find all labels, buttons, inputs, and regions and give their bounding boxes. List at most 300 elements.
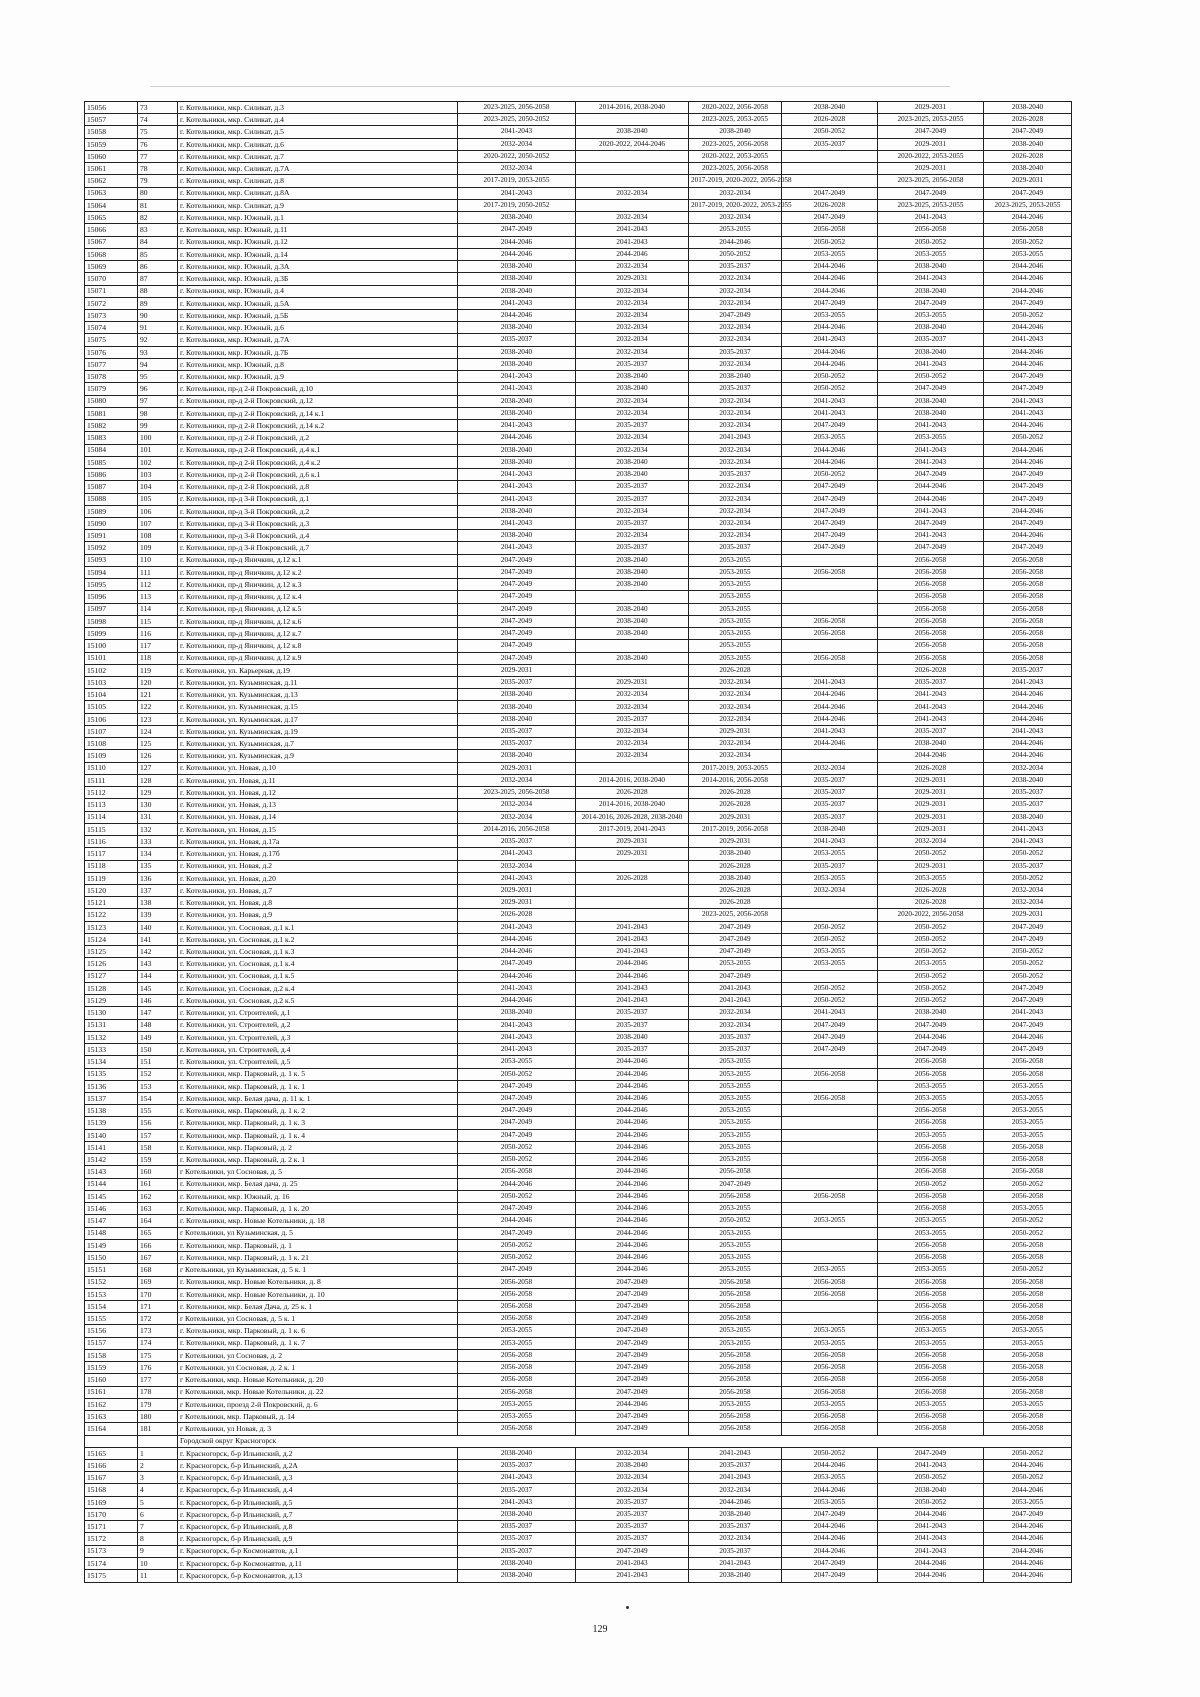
table-cell: 2047-2049: [458, 603, 576, 615]
table-cell: 2026-2028: [689, 799, 782, 811]
table-cell: 2032-2034: [458, 799, 576, 811]
table-cell: 2029-2031: [576, 273, 689, 285]
table-cell: 15158: [85, 1349, 138, 1361]
table-cell: 181: [138, 1423, 178, 1435]
table-cell: 2050-2052: [984, 236, 1072, 248]
table-cell: 73: [138, 102, 178, 114]
table-cell: 2056-2058: [878, 591, 984, 603]
table-cell: 2035-2037: [458, 334, 576, 346]
table-cell: 15075: [85, 334, 138, 346]
table-cell: 2044-2046: [576, 1215, 689, 1227]
table-cell: 2053-2055: [984, 1092, 1072, 1104]
table-row: [85, 358, 1072, 370]
table-cell: 2044-2046: [782, 346, 878, 358]
table-cell: 2035-2037: [782, 774, 878, 786]
table-cell: 2032-2034: [576, 750, 689, 762]
table-cell: 106: [138, 505, 178, 517]
table-cell: 2053-2055: [878, 1129, 984, 1141]
table-cell: 2047-2049: [984, 297, 1072, 309]
table-cell: 2029-2031: [878, 163, 984, 175]
table-cell: 2020-2022, 2056-2058: [689, 102, 782, 114]
table-cell: 15164: [85, 1423, 138, 1435]
table-cell: 2038-2040: [458, 713, 576, 725]
table-cell: г. Котельники, ул. Карьерная, д.19: [178, 664, 458, 676]
table-cell: 2026-2028: [984, 114, 1072, 126]
table-cell: 76: [138, 138, 178, 150]
table-cell: 2047-2049: [984, 371, 1072, 383]
table-cell: 15154: [85, 1300, 138, 1312]
table-cell: 2029-2031: [984, 909, 1072, 921]
table-cell: г. Котельники, пр-д 3-й Покровский, д.7: [178, 542, 458, 554]
table-row: [85, 1178, 1072, 1190]
table-cell: 2053-2055: [782, 1398, 878, 1410]
table-cell: 126: [138, 750, 178, 762]
table-cell: 15150: [85, 1252, 138, 1264]
table-cell: 2035-2037: [576, 1007, 689, 1019]
table-cell: 2041-2043: [782, 725, 878, 737]
table-cell: 2044-2046: [782, 689, 878, 701]
table-cell: 2056-2058: [984, 1411, 1072, 1423]
table-cell: 2047-2049: [782, 542, 878, 554]
table-cell: 133: [138, 836, 178, 848]
table-cell: 2044-2046: [576, 970, 689, 982]
table-cell: 2050-2052: [878, 1178, 984, 1190]
table-cell: 15060: [85, 150, 138, 162]
table-cell: 2029-2031: [689, 725, 782, 737]
table-cell: [782, 579, 878, 591]
table-cell: 2038-2040: [878, 322, 984, 334]
table-cell: 15070: [85, 273, 138, 285]
table-cell: 2056-2058: [782, 1092, 878, 1104]
table-cell: 129: [138, 787, 178, 799]
table-cell: 2056-2058: [984, 615, 1072, 627]
table-cell: 2038-2040: [576, 615, 689, 627]
table-cell: 2056-2058: [689, 1411, 782, 1423]
table-cell: г. Котельники, мкр. Южный, д.14: [178, 248, 458, 260]
table-cell: 15165: [85, 1447, 138, 1459]
table-cell: 2056-2058: [689, 1166, 782, 1178]
table-cell: 2023-2025, 2053-2055: [878, 114, 984, 126]
table-cell: 2032-2034: [689, 1533, 782, 1545]
table-cell: 2041-2043: [878, 1545, 984, 1557]
table-cell: 15078: [85, 371, 138, 383]
table-row: [85, 224, 1072, 236]
table-cell: 75: [138, 126, 178, 138]
table-cell: 2035-2037: [576, 420, 689, 432]
table-cell: 2044-2046: [458, 1215, 576, 1227]
table-cell: 2047-2049: [782, 1031, 878, 1043]
table-cell: 2038-2040: [576, 126, 689, 138]
table-cell: г. Котельники, мкр. Южный, д.7А: [178, 334, 458, 346]
table-cell: 15128: [85, 982, 138, 994]
table-cell: 15121: [85, 897, 138, 909]
table-cell: 15157: [85, 1337, 138, 1349]
table-cell: 2032-2034: [576, 261, 689, 273]
table-cell: 15137: [85, 1092, 138, 1104]
table-cell: г. Котельники, пр-д 2-й Покровский, д.14 к.1: [178, 407, 458, 419]
table-cell: 2053-2055: [689, 1203, 782, 1215]
table-cell: 2047-2049: [878, 1044, 984, 1056]
table-cell: 2047-2049: [458, 566, 576, 578]
table-cell: 2032-2034: [689, 322, 782, 334]
table-cell: 2053-2055: [689, 1239, 782, 1251]
table-row: [85, 1252, 1072, 1264]
table-cell: 2032-2034: [689, 395, 782, 407]
table-row: [85, 848, 1072, 860]
table-cell: 2047-2049: [458, 1203, 576, 1215]
table-cell: 2032-2034: [576, 309, 689, 321]
table-cell: 2044-2046: [576, 1080, 689, 1092]
table-cell: 2053-2055: [878, 1398, 984, 1410]
table-cell: 2056-2058: [782, 224, 878, 236]
table-cell: 2035-2037: [984, 860, 1072, 872]
table-cell: 15107: [85, 725, 138, 737]
table-cell: г. Котельники, пр-д Яничкин, д.12 к.4: [178, 591, 458, 603]
table-cell: 2041-2043: [576, 1570, 689, 1583]
table-row: [85, 175, 1072, 187]
table-cell: 2053-2055: [984, 1129, 1072, 1141]
table-cell: 2047-2049: [984, 187, 1072, 199]
table-row: [85, 1508, 1072, 1520]
table-cell: [85, 1435, 138, 1447]
table-cell: 15082: [85, 420, 138, 432]
table-cell: 15103: [85, 677, 138, 689]
table-cell: 2044-2046: [576, 1141, 689, 1153]
table-cell: 170: [138, 1288, 178, 1300]
table-cell: 2014-2016, 2038-2040: [576, 799, 689, 811]
table-cell: 2056-2058: [878, 1105, 984, 1117]
table-cell: 15130: [85, 1007, 138, 1019]
table-cell: 2035-2037: [576, 1019, 689, 1031]
table-cell: [782, 1203, 878, 1215]
table-cell: 5: [138, 1496, 178, 1508]
table-row: [85, 456, 1072, 468]
table-cell: 140: [138, 921, 178, 933]
table-cell: 2038-2040: [576, 456, 689, 468]
table-cell: 99: [138, 420, 178, 432]
table-cell: 2029-2031: [878, 138, 984, 150]
table-cell: 124: [138, 725, 178, 737]
table-cell: 2029-2031: [878, 787, 984, 799]
table-cell: г. Красногорск, б-р Космонавтов, д.11: [178, 1557, 458, 1569]
table-cell: 2035-2037: [984, 664, 1072, 676]
table-cell: 2050-2052: [984, 1227, 1072, 1239]
table-cell: 2050-2052: [458, 1141, 576, 1153]
table-cell: 116: [138, 628, 178, 640]
table-cell: г. Котельники, мкр. Белая дача, д. 11 к. 1: [178, 1092, 458, 1104]
table-cell: 87: [138, 273, 178, 285]
table-cell: 109: [138, 542, 178, 554]
table-cell: 2047-2049: [782, 297, 878, 309]
table-cell: 2050-2052: [984, 946, 1072, 958]
table-cell: 2041-2043: [689, 1557, 782, 1569]
table-cell: 2044-2046: [984, 261, 1072, 273]
table-cell: г. Котельники, ул. Кузьминская, д.9: [178, 750, 458, 762]
table-cell: 2029-2031: [984, 175, 1072, 187]
table-cell: г Котельники, ул Новая, д. 3: [178, 1423, 458, 1435]
table-cell: 2056-2058: [689, 1300, 782, 1312]
table-row: [85, 212, 1072, 224]
table-cell: 2056-2058: [878, 1056, 984, 1068]
table-cell: г. Котельники, пр-д 2-й Покровский, д.4 к.1: [178, 444, 458, 456]
table-cell: 2047-2049: [576, 1313, 689, 1325]
table-row: [85, 309, 1072, 321]
table-row: [85, 1166, 1072, 1178]
table-cell: 15063: [85, 187, 138, 199]
table-cell: 2044-2046: [576, 1178, 689, 1190]
table-cell: 2056-2058: [984, 1239, 1072, 1251]
table-cell: г. Котельники, пр-д 3-й Покровский, д.1: [178, 493, 458, 505]
table-row: [85, 346, 1072, 358]
table-cell: г. Котельники, мкр. Парковый, д. 1 к. 7: [178, 1337, 458, 1349]
table-cell: [782, 1300, 878, 1312]
table-cell: 2056-2058: [984, 640, 1072, 652]
table-cell: г. Котельники, ул. Сосновая, д.2 к.5: [178, 995, 458, 1007]
table-cell: 2038-2040: [458, 1447, 576, 1459]
table-cell: 2050-2052: [984, 958, 1072, 970]
table-cell: 2032-2034: [689, 493, 782, 505]
table-cell: 91: [138, 322, 178, 334]
table-cell: 2056-2058: [782, 1374, 878, 1386]
table-cell: 2032-2034: [458, 163, 576, 175]
table-cell: 2053-2055: [984, 248, 1072, 260]
table-cell: 15080: [85, 395, 138, 407]
table-cell: 2044-2046: [576, 1117, 689, 1129]
table-row: [85, 811, 1072, 823]
table-cell: 2029-2031: [458, 762, 576, 774]
table-cell: 2026-2028: [689, 885, 782, 897]
table-row: [85, 995, 1072, 1007]
table-cell: 2050-2052: [458, 1154, 576, 1166]
table-cell: 15127: [85, 970, 138, 982]
table-cell: г. Котельники, мкр. Южный, д.3А: [178, 261, 458, 273]
table-cell: 2047-2049: [689, 933, 782, 945]
table-cell: 2014-2016, 2056-2058: [458, 823, 576, 835]
table-cell: 2044-2046: [782, 1460, 878, 1472]
table-cell: 2035-2037: [458, 1484, 576, 1496]
table-cell: 2044-2046: [576, 1068, 689, 1080]
table-cell: 2047-2049: [782, 493, 878, 505]
table-row: [85, 481, 1072, 493]
table-cell: 15138: [85, 1105, 138, 1117]
table-cell: г. Котельники, пр-д 3-й Покровский, д.3: [178, 517, 458, 529]
table-cell: 2032-2034: [878, 836, 984, 848]
table-cell: 15068: [85, 248, 138, 260]
table-row: [85, 860, 1072, 872]
table-cell: 2056-2058: [878, 1349, 984, 1361]
table-cell: 2056-2058: [782, 1349, 878, 1361]
table-cell: 2038-2040: [878, 395, 984, 407]
table-cell: [576, 640, 689, 652]
table-cell: 2047-2049: [878, 517, 984, 529]
table-cell: 2056-2058: [984, 603, 1072, 615]
table-row: [85, 982, 1072, 994]
table-cell: 2041-2043: [576, 982, 689, 994]
table-row: [85, 1276, 1072, 1288]
table-cell: 2050-2052: [984, 872, 1072, 884]
table-cell: 2056-2058: [689, 1276, 782, 1288]
table-cell: 157: [138, 1129, 178, 1141]
table-cell: 2029-2031: [689, 811, 782, 823]
table-cell: 2056-2058: [984, 1252, 1072, 1264]
table-cell: 2047-2049: [576, 1300, 689, 1312]
table-cell: 2047-2049: [984, 383, 1072, 395]
table-cell: 2026-2028: [689, 860, 782, 872]
table-cell: 2035-2037: [782, 799, 878, 811]
table-cell: 2041-2043: [878, 689, 984, 701]
table-row: [85, 285, 1072, 297]
table-cell: 2026-2028: [689, 664, 782, 676]
table-cell: 2047-2049: [576, 1337, 689, 1349]
table-cell: 15088: [85, 493, 138, 505]
table-cell: 121: [138, 689, 178, 701]
table-cell: г. Котельники, пр-д Яничкин, д.12 к.6: [178, 615, 458, 627]
table-cell: г. Красногорск, б-р Ильинский, д.2А: [178, 1460, 458, 1472]
table-cell: 2023-2025, 2056-2058: [689, 163, 782, 175]
table-cell: 2041-2043: [984, 334, 1072, 346]
table-cell: 2041-2043: [458, 383, 576, 395]
table-cell: г. Котельники, мкр. Южный, д.1: [178, 212, 458, 224]
table-cell: 15085: [85, 456, 138, 468]
table-cell: г. Котельники, ул. Строителей, д.2: [178, 1019, 458, 1031]
table-cell: 2041-2043: [878, 505, 984, 517]
table-cell: г. Котельники, ул. Кузьминская, д.17: [178, 713, 458, 725]
table-cell: 2044-2046: [576, 1129, 689, 1141]
table-cell: 15092: [85, 542, 138, 554]
table-cell: 180: [138, 1411, 178, 1423]
table-cell: [782, 603, 878, 615]
table-cell: 2026-2028: [878, 664, 984, 676]
table-cell: 2017-2019, 2050-2052: [458, 199, 576, 211]
table-cell: 11: [138, 1570, 178, 1583]
table-cell: 2035-2037: [689, 261, 782, 273]
table-cell: 15066: [85, 224, 138, 236]
table-cell: [576, 175, 689, 187]
table-cell: г. Котельники, ул. Новая, д.13: [178, 799, 458, 811]
table-cell: 160: [138, 1166, 178, 1178]
table-cell: 2041-2043: [458, 872, 576, 884]
table-cell: 15076: [85, 346, 138, 358]
table-cell: 2050-2052: [984, 848, 1072, 860]
table-cell: 2047-2049: [984, 493, 1072, 505]
table-cell: г. Котельники, мкр. Южный, д.6: [178, 322, 458, 334]
table-row: [85, 114, 1072, 126]
table-cell: 2056-2058: [782, 1411, 878, 1423]
table-row: [85, 371, 1072, 383]
table-cell: 2056-2058: [878, 615, 984, 627]
table-cell: 2035-2037: [458, 1533, 576, 1545]
table-row: [85, 1215, 1072, 1227]
table-cell: 2032-2034: [576, 725, 689, 737]
table-cell: 2050-2052: [984, 1215, 1072, 1227]
table-cell: 2041-2043: [458, 1019, 576, 1031]
table-cell: г. Котельники, мкр. Парковый, д. 1 к. 5: [178, 1068, 458, 1080]
table-cell: 2035-2037: [458, 1460, 576, 1472]
table-cell: [576, 909, 689, 921]
table-cell: 15116: [85, 836, 138, 848]
table-cell: 2053-2055: [878, 432, 984, 444]
table-cell: 79: [138, 175, 178, 187]
table-cell: 2035-2037: [689, 1044, 782, 1056]
table-cell: г. Красногорск, б-р Ильинский, д.9: [178, 1533, 458, 1545]
table-row: [85, 1190, 1072, 1202]
table-row: [85, 946, 1072, 958]
table-cell: 2050-2052: [458, 1239, 576, 1251]
table-cell: 2053-2055: [458, 1056, 576, 1068]
table-cell: 15146: [85, 1203, 138, 1215]
table-cell: 2041-2043: [984, 836, 1072, 848]
table-cell: г. Котельники, ул. Строителей, д.4: [178, 1044, 458, 1056]
table-cell: г. Котельники, ул. Кузьминская, д.11: [178, 677, 458, 689]
table-cell: 2053-2055: [878, 309, 984, 321]
table-row: [85, 909, 1072, 921]
table-cell: 15069: [85, 261, 138, 273]
table-cell: 2032-2034: [458, 860, 576, 872]
table-cell: 2044-2046: [782, 456, 878, 468]
table-cell: 15119: [85, 872, 138, 884]
table-cell: г. Котельники, мкр. Новые Котельники, д. 18: [178, 1215, 458, 1227]
table-cell: 2053-2055: [689, 1325, 782, 1337]
table-cell: 2032-2034: [689, 481, 782, 493]
table-cell: 2: [138, 1460, 178, 1472]
table-cell: 2038-2040: [576, 554, 689, 566]
table-cell: 104: [138, 481, 178, 493]
table-cell: 2053-2055: [458, 1411, 576, 1423]
table-cell: 2038-2040: [576, 566, 689, 578]
table-cell: 111: [138, 566, 178, 578]
table-cell: 2047-2049: [984, 517, 1072, 529]
table-cell: 2035-2037: [458, 738, 576, 750]
table-cell: 2044-2046: [458, 946, 576, 958]
table-cell: 2038-2040: [458, 261, 576, 273]
table-cell: 131: [138, 811, 178, 823]
scan-speck: [626, 1606, 629, 1609]
table-cell: 2041-2043: [689, 1447, 782, 1459]
table-row: [85, 493, 1072, 505]
table-cell: 2044-2046: [984, 1484, 1072, 1496]
table-cell: 2044-2046: [782, 358, 878, 370]
table-cell: 2050-2052: [878, 1472, 984, 1484]
table-cell: 15123: [85, 921, 138, 933]
table-cell: г Котельники, ул Сосновая, д. 5 к. 1: [178, 1313, 458, 1325]
table-row: [85, 126, 1072, 138]
table-cell: 167: [138, 1252, 178, 1264]
table-cell: 2032-2034: [458, 138, 576, 150]
table-cell: 2032-2034: [782, 885, 878, 897]
table-cell: 15156: [85, 1325, 138, 1337]
table-cell: 2041-2043: [984, 677, 1072, 689]
table-cell: 2047-2049: [984, 982, 1072, 994]
table-cell: 15087: [85, 481, 138, 493]
table-cell: 2056-2058: [984, 1141, 1072, 1153]
table-cell: 2050-2052: [782, 236, 878, 248]
table-cell: 89: [138, 297, 178, 309]
table-cell: 169: [138, 1276, 178, 1288]
table-cell: 2044-2046: [689, 236, 782, 248]
table-cell: 2032-2034: [576, 1472, 689, 1484]
table-row: [85, 897, 1072, 909]
table-cell: 2053-2055: [878, 958, 984, 970]
table-cell: 2029-2031: [878, 102, 984, 114]
table-row: [85, 150, 1072, 162]
table-cell: 2029-2031: [576, 848, 689, 860]
table-cell: 2053-2055: [689, 958, 782, 970]
table-cell: 15057: [85, 114, 138, 126]
table-cell: 2047-2049: [689, 970, 782, 982]
table-row: [85, 836, 1072, 848]
housing-repair-schedule-table: [84, 101, 1072, 1583]
table-cell: 2047-2049: [458, 652, 576, 664]
